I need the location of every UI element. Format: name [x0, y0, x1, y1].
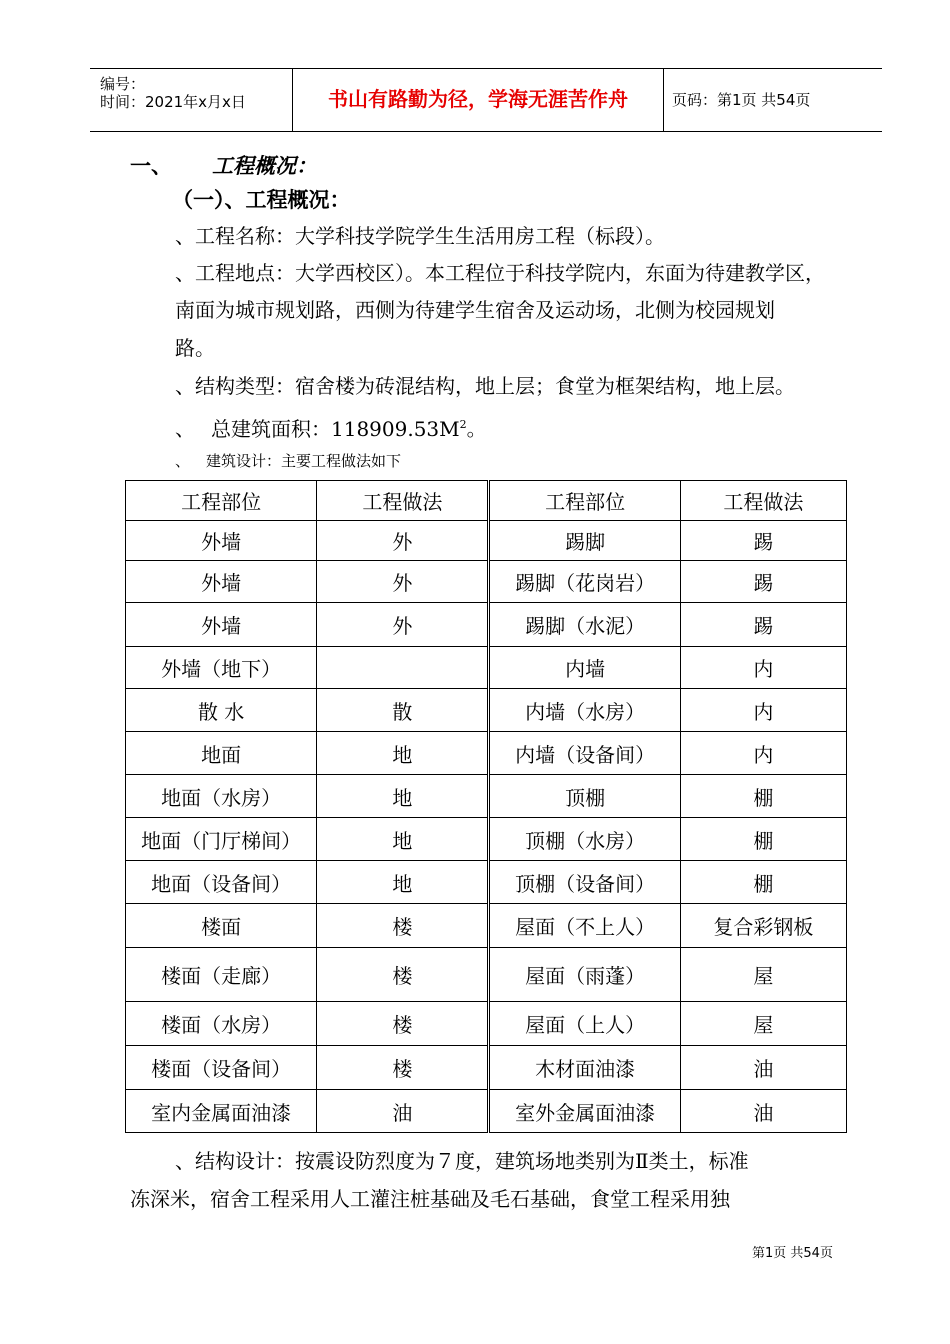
section-title: 工程概况：	[212, 153, 317, 178]
table-row	[126, 603, 847, 647]
table-cell: 楼面（水房）	[126, 1002, 317, 1046]
architecture-design-caption	[175, 451, 401, 471]
table-row	[126, 948, 847, 1002]
table-cell: 外墙（地下）	[126, 647, 317, 689]
table-cell: 地	[317, 775, 489, 818]
table-cell: 油	[317, 1090, 489, 1133]
table-row	[126, 647, 847, 689]
table-header-cell: 工程做法	[680, 481, 846, 521]
table-row	[126, 861, 847, 904]
structure-design-line-1: 、结构设计：按震设防烈度为７度，建筑场地类别为Ⅱ类土，标准	[175, 1149, 749, 1173]
table-header-row	[126, 481, 847, 521]
project-site-line-3: 路。	[175, 336, 215, 360]
table-cell: 屋	[680, 1002, 846, 1046]
table-cell: 顶棚	[489, 775, 680, 818]
header-motto-cell	[293, 69, 664, 131]
section-heading	[130, 152, 317, 180]
table-cell: 复合彩钢板	[680, 904, 846, 948]
table-row	[126, 732, 847, 775]
table-cell: 内墙	[489, 647, 680, 689]
header-motto: 书山有路勤为径，学海无涯苦作舟	[328, 87, 628, 111]
table-cell: 楼	[317, 904, 489, 948]
table-cell: 内	[680, 732, 846, 775]
table-cell: 地	[317, 818, 489, 861]
area-label: 总建筑面积：118909.53M	[211, 416, 460, 441]
document-time-label: 时间：2021年x月x日	[100, 93, 246, 111]
table-cell: 室外金属面油漆	[489, 1090, 680, 1133]
table-cell: 踢脚（水泥）	[489, 603, 680, 647]
table-cell	[317, 647, 489, 689]
table-cell: 外墙	[126, 521, 317, 561]
table-cell: 踢	[680, 521, 846, 561]
section-number: 一、	[130, 153, 172, 178]
table-cell: 楼	[317, 1046, 489, 1090]
table-cell: 外	[317, 561, 489, 603]
project-site-line-1: 、工程地点：大学西校区）。本工程位于科技学院内，东面为待建教学区，	[175, 261, 825, 285]
header-meta-cell	[90, 69, 293, 131]
table-header-cell: 工程部位	[126, 481, 317, 521]
document-number-label: 编号：	[100, 75, 146, 93]
table-cell: 外	[317, 521, 489, 561]
table-cell: 油	[680, 1046, 846, 1090]
table-cell: 外墙	[126, 561, 317, 603]
table-cell: 地	[317, 732, 489, 775]
table-cell: 楼面（走廊）	[126, 948, 317, 1002]
table-cell: 地面（门厅梯间）	[126, 818, 317, 861]
table-row	[126, 521, 847, 561]
table-cell: 踢脚	[489, 521, 680, 561]
table-cell: 室内金属面油漆	[126, 1090, 317, 1133]
table-cell: 踢脚（花岗岩）	[489, 561, 680, 603]
sub-heading: （一）、工程概况：	[172, 187, 351, 212]
table-cell: 地	[317, 861, 489, 904]
structure-design-line-2: 冻深米，宿舍工程采用人工灌注桩基础及毛石基础，食堂工程采用独	[130, 1187, 730, 1211]
table-cell: 木材面油漆	[489, 1046, 680, 1090]
table-cell: 散	[317, 689, 489, 732]
table-cell: 楼面（设备间）	[126, 1046, 317, 1090]
table-cell: 楼面	[126, 904, 317, 948]
table-row	[126, 904, 847, 948]
table-cell: 地面（水房）	[126, 775, 317, 818]
table-cell: 顶棚（设备间）	[489, 861, 680, 904]
page-header	[90, 68, 882, 132]
footer-page-number: 第1页 共54页	[752, 1246, 833, 1261]
table-row	[126, 1002, 847, 1046]
table-header-cell: 工程做法	[317, 481, 489, 521]
table-row	[126, 818, 847, 861]
header-page-cell	[664, 69, 882, 131]
area-end: 。	[466, 416, 487, 441]
table-cell: 内墙（设备间）	[489, 732, 680, 775]
table-cell: 油	[680, 1090, 846, 1133]
table-cell: 屋面（雨蓬）	[489, 948, 680, 1002]
table-cell: 地面	[126, 732, 317, 775]
table-cell: 屋面（不上人）	[489, 904, 680, 948]
total-area-paragraph	[175, 411, 487, 443]
table-cell: 外墙	[126, 603, 317, 647]
table-cell: 屋面（上人）	[489, 1002, 680, 1046]
arch-prefix: 、	[175, 452, 191, 470]
table-cell: 棚	[680, 775, 846, 818]
table-row	[126, 1046, 847, 1090]
area-prefix: 、	[175, 416, 195, 441]
table-cell: 楼	[317, 948, 489, 1002]
table-row	[126, 775, 847, 818]
table-row	[126, 561, 847, 603]
table-cell: 棚	[680, 818, 846, 861]
header-page-number: 页码：第1页 共54页	[672, 91, 811, 109]
table-cell: 踢	[680, 603, 846, 647]
table-cell: 屋	[680, 948, 846, 1002]
table-header-cell: 工程部位	[489, 481, 680, 521]
area-superscript: 2	[459, 418, 467, 431]
arch-design-label: 建筑设计：主要工程做法如下	[206, 452, 402, 470]
table-row	[126, 689, 847, 732]
project-name-paragraph: 、工程名称：大学科技学院学生生活用房工程（标段）。	[175, 224, 665, 248]
table-cell: 散 水	[126, 689, 317, 732]
table-cell: 棚	[680, 861, 846, 904]
table-cell: 内	[680, 647, 846, 689]
table-cell: 内墙（水房）	[489, 689, 680, 732]
table-cell: 踢	[680, 561, 846, 603]
structure-type-paragraph: 、结构类型：宿舍楼为砖混结构，地上层；食堂为框架结构，地上层。	[175, 374, 795, 398]
table-cell: 外	[317, 603, 489, 647]
project-site-line-2: 南面为城市规划路，西侧为待建学生宿舍及运动场，北侧为校园规划	[175, 298, 775, 322]
table-cell: 地面（设备间）	[126, 861, 317, 904]
table-cell: 顶棚（水房）	[489, 818, 680, 861]
table-cell: 内	[680, 689, 846, 732]
table-row	[126, 1090, 847, 1133]
table-cell: 楼	[317, 1002, 489, 1046]
construction-method-table	[125, 480, 847, 1133]
